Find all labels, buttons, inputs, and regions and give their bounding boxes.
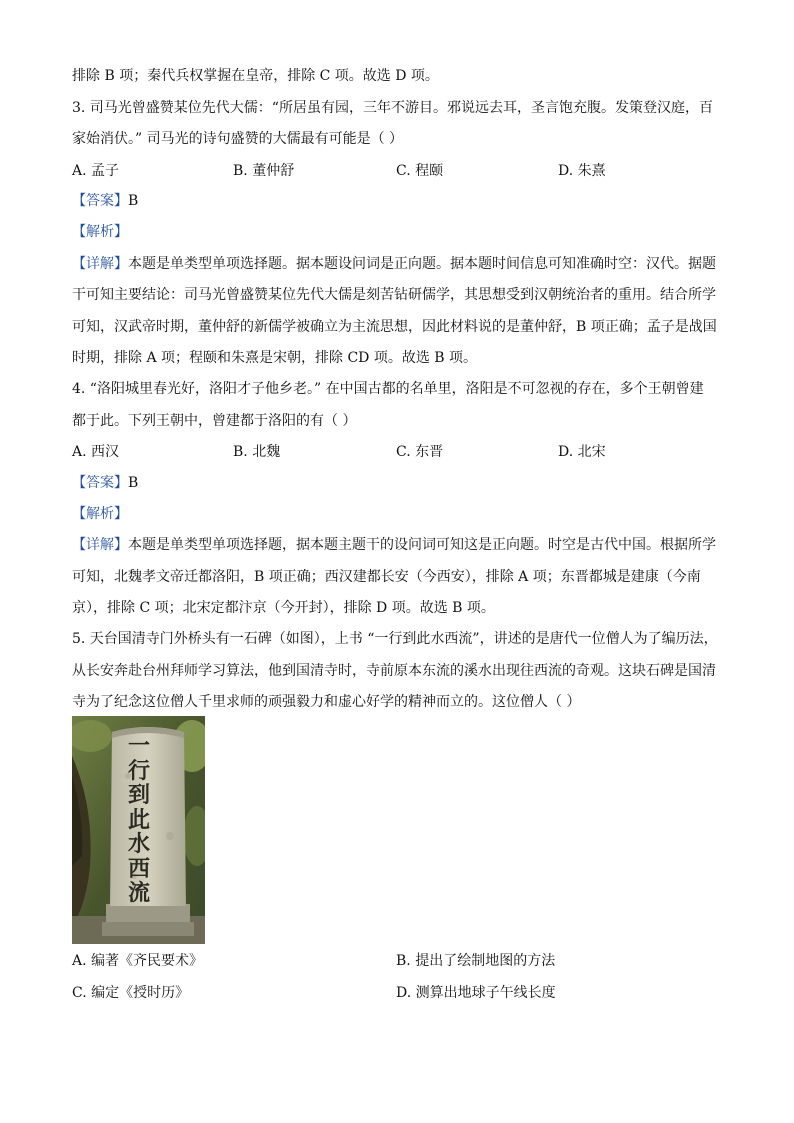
q3-detail-line-3: 可知，汉武帝时期，董仲舒的新儒学被确立为主流思想，因此材料说的是董仲舒，B 项正确；孟子是战国 bbox=[72, 319, 717, 335]
q4-analysis-tag: 【解析】 bbox=[72, 506, 128, 522]
q4-detail-text-1: 本题是单类型单项选择题，据本题主题干的设问词可知这是正向题。时空是古代中国。根据所学 bbox=[128, 537, 716, 553]
q4-answer-tag: 【答案】 bbox=[72, 475, 128, 491]
q4-option-a: A. 西汉 bbox=[72, 444, 120, 460]
q3-detail-line-2: 干可知主要结论：司马光曾盛赞某位先代大儒是刻苦钻研儒学，其思想受到汉朝统治者的重用。结合所学 bbox=[72, 287, 716, 303]
q3-answer-value: B bbox=[128, 193, 139, 209]
q4-option-c: C. 东晋 bbox=[396, 444, 444, 460]
q4-analysis-row bbox=[72, 504, 128, 524]
q5-stem-line-2: 从长安奔赴台州拜师学习算法，他到国清寺时，寺前原本东流的溪水出现往西流的奇观。这块石碑是国清 bbox=[72, 663, 716, 679]
q3-detail-text-1: 本题是单类型单项选择题。据本题设问词是正向题。据本题时间信息可知准确时空：汉代。据题 bbox=[128, 256, 716, 272]
q4-option-d: D. 北宋 bbox=[558, 444, 606, 460]
stele-photo bbox=[72, 716, 205, 944]
q3-detail-line-1 bbox=[72, 254, 716, 274]
q3-option-c: C. 程颐 bbox=[396, 163, 444, 179]
q3-answer-tag: 【答案】 bbox=[72, 193, 128, 209]
q3-option-b: B. 董仲舒 bbox=[233, 163, 295, 179]
q4-stem-line-1: 4. “洛阳城里春光好，洛阳才子他乡老。” 在中国古都的名单里，洛阳是不可忽视的存在，多个王朝曾建 bbox=[72, 381, 704, 397]
q3-stem-line-2: 家始消伏。” 司马光的诗句盛赞的大儒最有可能是（ ） bbox=[72, 131, 404, 147]
q5-stem-line-3: 寺为了纪念这位僧人千里求师的顽强毅力和虚心好学的精神而立的。这位僧人（ ） bbox=[72, 694, 581, 710]
q5-stem-line-1: 5. 天台国清寺门外桥头有一石碑（如图），上书 “一行到此水西流”，讲述的是唐代一位僧人为了编历法， bbox=[72, 631, 718, 647]
q3-detail-tag: 【详解】 bbox=[72, 256, 128, 272]
q5-option-d: D. 测算出地球子午线长度 bbox=[396, 985, 556, 1001]
stele-inscription: 一行到此水西流 bbox=[127, 733, 150, 906]
q3-option-d: D. 朱熹 bbox=[558, 163, 606, 179]
q3-analysis-tag: 【解析】 bbox=[72, 224, 128, 240]
q4-detail-line-2: 可知，北魏孝文帝迁都洛阳，B 项正确；西汉建都长安（今西安），排除 A 项；东晋都城是建康（今南 bbox=[72, 569, 701, 585]
q5-option-a: A. 编著《齐民要术》 bbox=[72, 953, 204, 969]
q3-detail-line-4: 时期，排除 A 项；程颐和朱熹是宋朝，排除 CD 项。故选 B 项。 bbox=[72, 350, 478, 366]
q4-option-b: B. 北魏 bbox=[233, 444, 281, 460]
q5-option-b: B. 提出了绘制地图的方法 bbox=[396, 953, 556, 969]
q4-answer-value: B bbox=[128, 475, 139, 491]
q3-stem-line-1: 3. 司马光曾盛赞某位先代大儒：“所居虽有园，三年不游目。邪说远去耳，圣言饱充腹。发策登汉庭，百 bbox=[72, 100, 713, 116]
q4-answer-row bbox=[72, 473, 138, 493]
q3-analysis-row bbox=[72, 222, 128, 242]
q4-detail-tag: 【详解】 bbox=[72, 537, 128, 553]
previous-answer-tail: 排除 B 项；秦代兵权掌握在皇帝，排除 C 项。故选 D 项。 bbox=[72, 68, 439, 84]
q3-option-a: A. 孟子 bbox=[72, 163, 120, 179]
q4-stem-line-2: 都于此。下列王朝中，曾建都于洛阳的有（ ） bbox=[72, 413, 357, 429]
q4-detail-line-1 bbox=[72, 535, 716, 555]
q3-answer-row bbox=[72, 191, 138, 211]
q4-detail-line-3: 京），排除 C 项；北宋定都汴京（今开封），排除 D 项。故选 B 项。 bbox=[72, 600, 495, 616]
q5-option-c: C. 编定《授时历》 bbox=[72, 985, 190, 1001]
